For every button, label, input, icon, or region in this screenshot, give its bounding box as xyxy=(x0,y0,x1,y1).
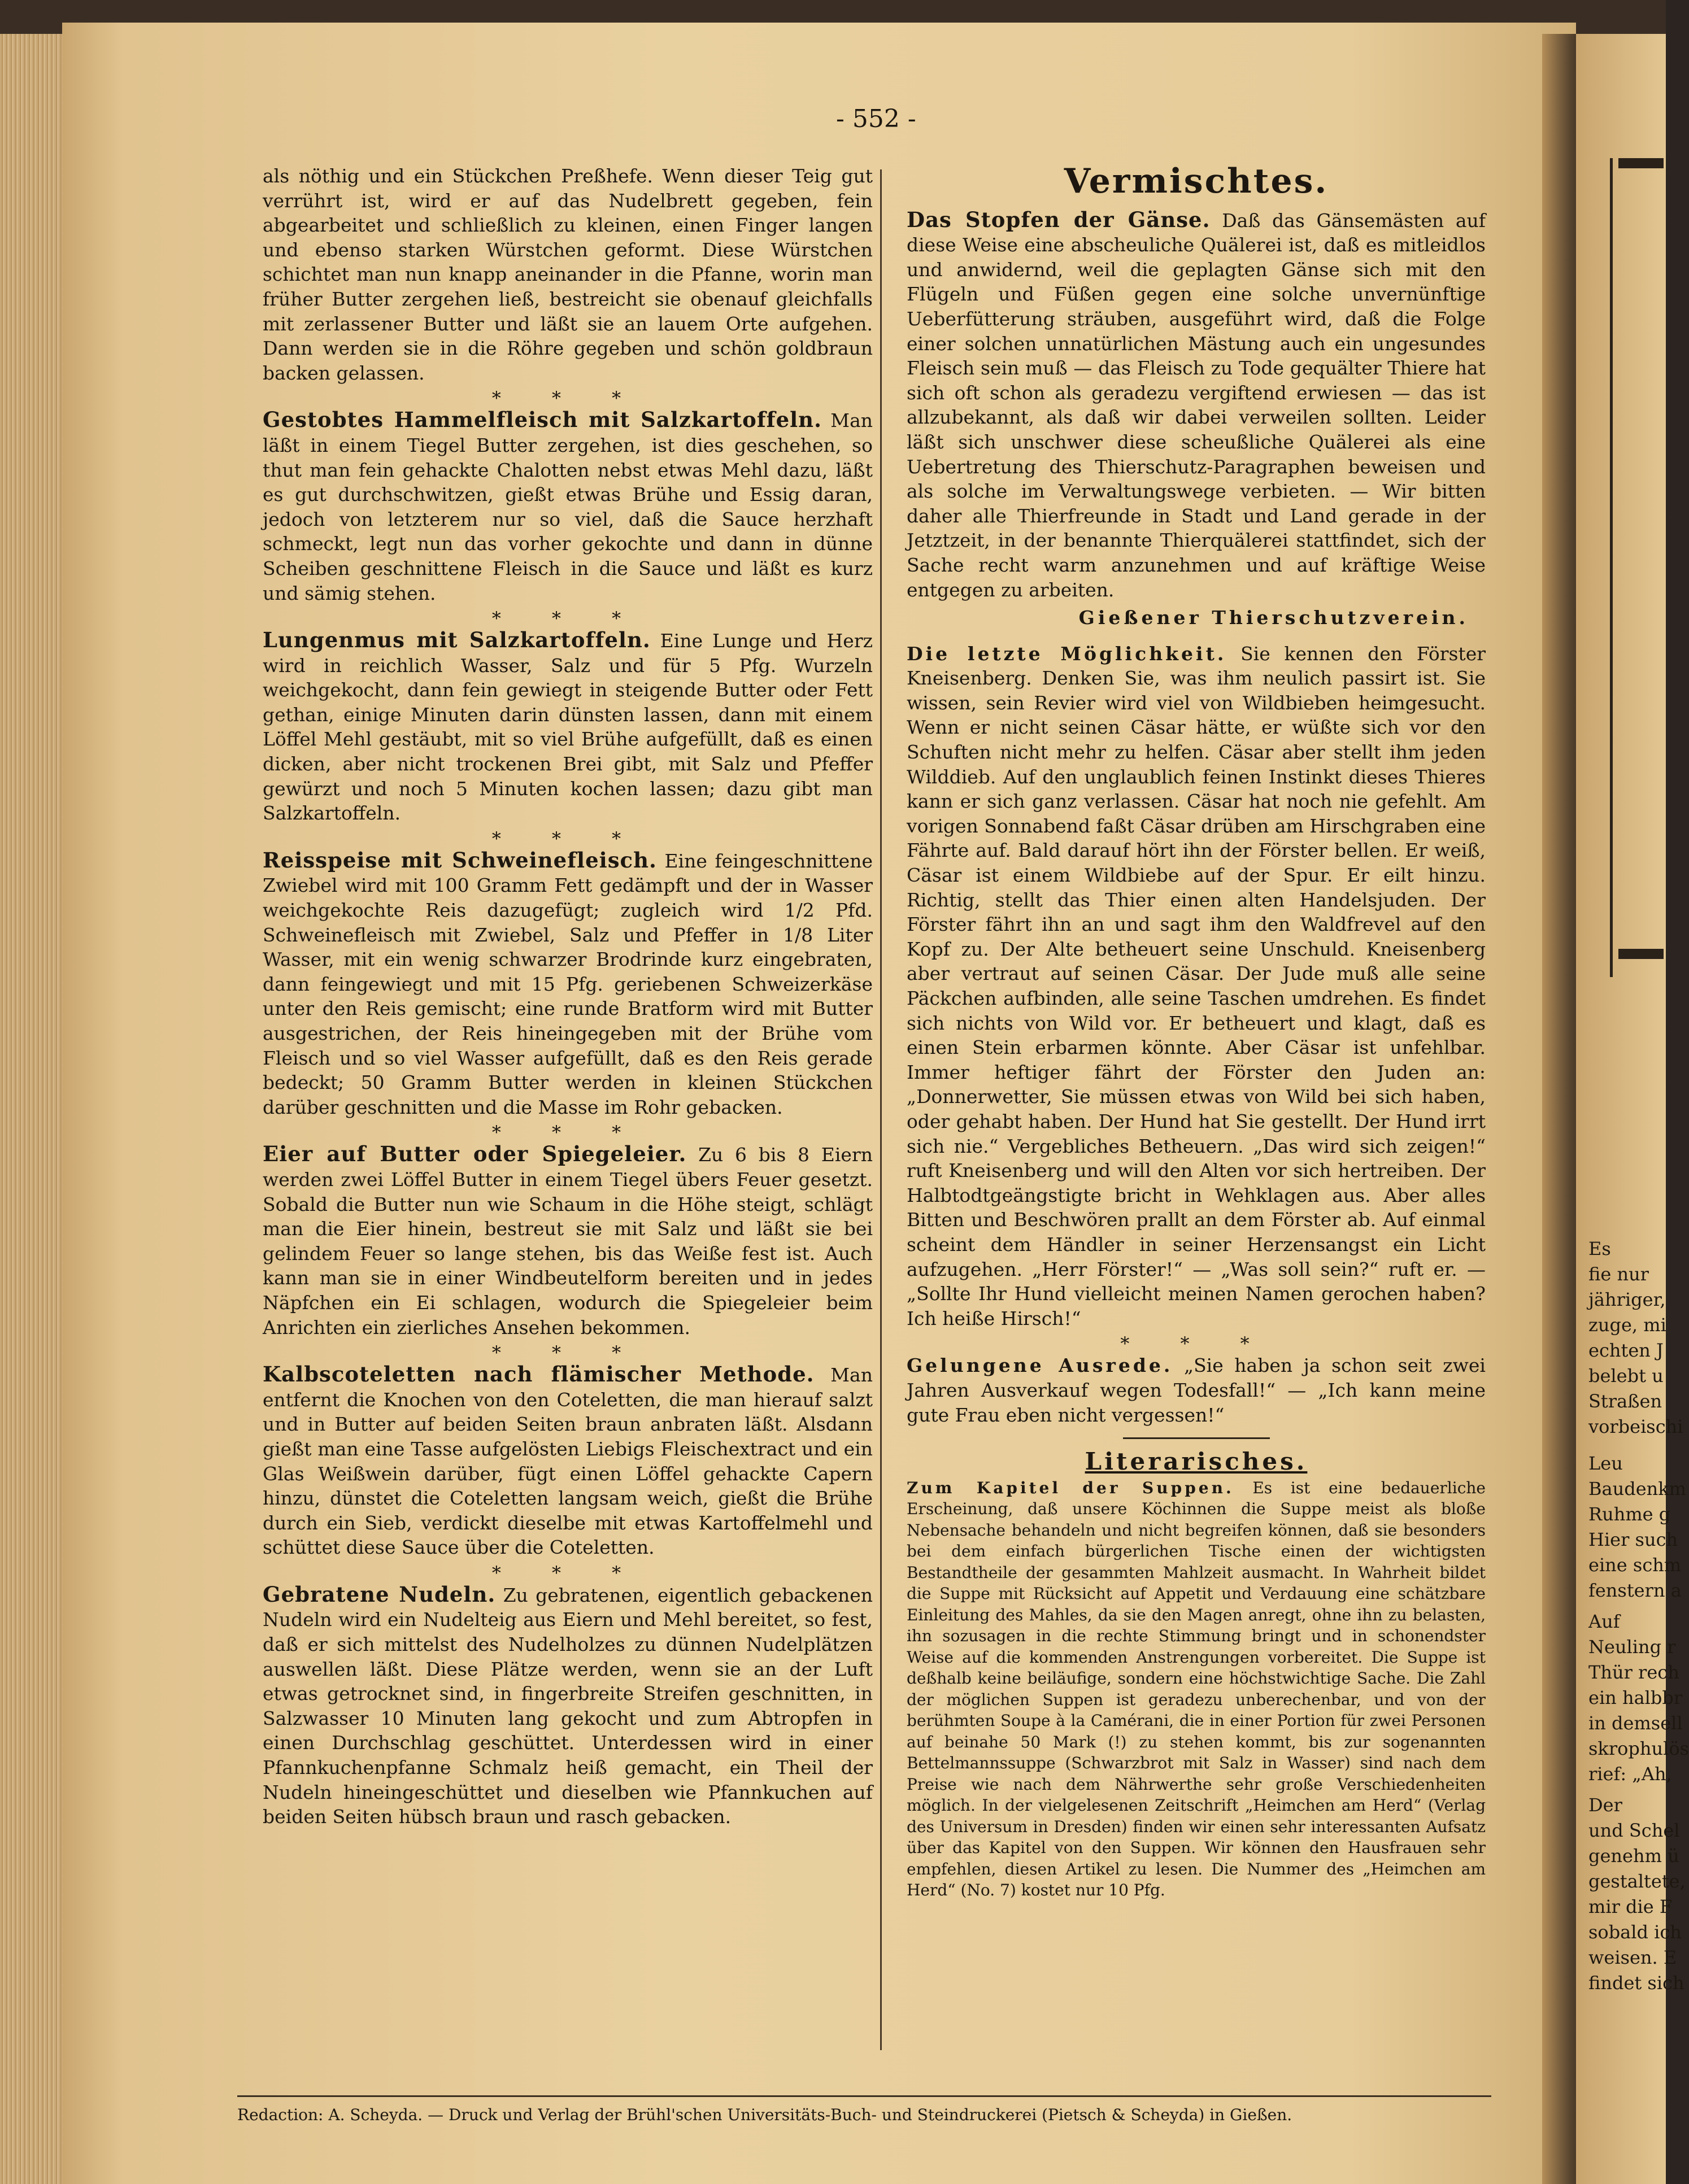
next-page-fragment: findet sich xyxy=(1588,1972,1684,1994)
next-page-fragment: Straßen xyxy=(1588,1390,1662,1412)
recipe-text: Zu 6 bis 8 Eiern werden zwei Löffel Butter in einem Tiegel übers Feuer gesetzt. Sobald die Butter nun wie Schaum in die Höhe steigt, schlägt man die Eier hinein, bestreut sie mit Salz und läßt sie bei gelindem Feuer so lange stehen, bis das Weiße fest ist. Auch kann man sie in einer Windbeutelform bereiten und in jedes Näpfchen ein Ei schlagen, wodurch die Spiegeleier beim Anrichten ein zierliches Ansehen bekommen. xyxy=(263,1144,873,1339)
next-page-fragment: eine schm xyxy=(1588,1554,1682,1576)
recipe-title: Lungenmus mit Salzkartoffeln. xyxy=(263,627,651,653)
recipe-title: Eier auf Butter oder Spiegeleier. xyxy=(263,1141,687,1167)
column-divider xyxy=(880,169,882,2050)
next-page-fragment: gestaltete, xyxy=(1588,1871,1686,1892)
next-page-fragment: belebt u xyxy=(1588,1365,1664,1387)
article-text: Daß das Gänsemästen auf diese Weise eine abscheuliche Quälerei ist, daß es mitleidlos und anwidernd, weil die geplagten Gänse sich mit den Flügeln und Füßen gegen eine solche unvernünftige Ueberfütterung sträuben, ausgeführt wird, daß die Folge einer solchen unnatürlichen Mästung auch ein ungesundes Fleisch sein muß — das Fleisch zu Tode gequälter Thiere hat sich oft schon als geradezu vergiftend erwiesen — das ist allzubekannt, als daß wir dabei verweilen sollten. Leider läßt sich unschwer diese scheußliche Quälerei als eine Uebertretung des Thierschutz-Paragraphen beweisen und als solche im Verwaltungswege verbieten. — Wir bitten daher alle Thierfreunde in Stadt und Land gerade in der Jetztzeit, in der benannte Thierquälerei stattfindet, sich der Sache recht warm anzunehmen und auf kräftige Weise entgegen zu arbeiten. xyxy=(907,209,1486,601)
article-text: „Sie haben ja schon seit zwei Jahren Ausverkauf wegen Todesfall!“ — „Ich kann meine gute Frau eben nicht vergessen!“ xyxy=(907,1354,1486,1426)
separator-stars: * * * xyxy=(491,1562,644,1584)
separator-stars: * * * xyxy=(491,387,644,409)
article-title: Die letzte Möglichkeit. xyxy=(907,642,1227,665)
separator-stars: * * * xyxy=(491,1122,644,1144)
next-page-fragment: weisen. E xyxy=(1588,1947,1677,1968)
article-signature: Gießener Thierschutzverein. xyxy=(1078,607,1469,629)
article-title: Gelungene Ausrede. xyxy=(907,1354,1173,1377)
recipe-text: Man entfernt die Knochen von den Coteletten, die man hierauf salzt und in Butter auf beiden Seiten braun anbraten läßt. Alsdann gießt man eine Tasse aufgelösten Liebigs Fleischextract und ein Glas Weißwein darüber, fügt einen Löffel gehackte Capern hinzu, dünstet die Coteletten langsam weich, gießt die Brühe durch ein Sieb, verdickt dieselbe mit etwas Kartoffelmehl und schüttet diese Sauce über die Coteletten. xyxy=(263,1364,873,1559)
left-column xyxy=(263,164,873,1833)
article-ausrede xyxy=(907,1353,1486,1427)
next-page-fragment: Baudenkm xyxy=(1588,1478,1686,1499)
recipe-text: als nöthig und ein Stückchen Preßhefe. Wenn dieser Teig gut verrührt ist, wird er auf das Nudelbrett gegeben, fein abgearbeitet und schließlich zu kleinen, einen Finger langen und ebenso starken Würstchen geformt. Diese Würstchen schichtet man nun knapp aneinander in die Pfanne, worin man früher Butter zergehen ließ, bestreicht sie obenauf gleichfalls mit zerlassener Butter und läßt sie an lauem Orte aufgehen. Dann werden sie in die Röhre gegeben und schön goldbraun backen gelassen. xyxy=(263,165,873,384)
divider-rule xyxy=(1123,1437,1270,1439)
recipe-title: Gestobtes Hammelfleisch mit Salzkartoffeln. xyxy=(263,407,822,433)
literary-article xyxy=(907,1477,1486,1901)
page-number-value: 552 xyxy=(852,104,900,133)
next-page-fragment: Leu xyxy=(1588,1453,1623,1474)
ornament-bar xyxy=(1618,949,1664,959)
literary-lead: Zum Kapitel der Suppen. xyxy=(907,1478,1234,1497)
next-page-fragment: zuge, mi xyxy=(1588,1314,1666,1336)
next-page-fragment: Ruhme g xyxy=(1588,1503,1671,1525)
next-page-fragment: Neuling r xyxy=(1588,1636,1676,1658)
next-page-fragment: genehm ü xyxy=(1588,1845,1679,1867)
literary-section-title: Literarisches. xyxy=(1085,1448,1308,1476)
recipe xyxy=(263,1583,873,1829)
recipe xyxy=(263,1142,873,1340)
article-title: Das Stopfen der Gänse. xyxy=(907,207,1211,232)
ornament-border xyxy=(1610,158,1669,977)
next-page-fragment: rief: „Ah, xyxy=(1588,1763,1672,1785)
separator-stars: * * * xyxy=(1120,1333,1272,1355)
article-text: Sie kennen den Förster Kneisenberg. Denken Sie, was ihm neulich passirt ist. Sie wissen, sein Revier wird viel von Wildbieben heimgesucht. Wenn er nicht seinen Cäsar hätte, er wüßte sich vor den Schuften nicht mehr zu helfen. Cäsar aber stellt ihm jeden Wilddieb. Auf den unglaublich feinen Instinkt dieses Thieres kann er sich ganz verlassen. Cäsar hat noch nie gefehlt. Am vorigen Sonnabend faßt Cäsar drüben am Hirschgraben eine Fährte auf. Bald darauf hört ihn der Förster bellen. Er weiß, Cäsar ist einem Wildbiebe auf der Spur. Er eilt hinzu. Richtig, stellt das Thier einen alten Handelsjuden. Der Förster fährt ihn an und sagt ihm den Waldfrevel auf den Kopf zu. Der Alte betheuert seine Unschuld. Kneisenberg aber vertraut auf seinen Cäsar. Der Jude muß alle seine Päckchen aufbinden, alle seine Taschen umdrehen. Es findet sich nichts von Wild vor. Er betheuert und klagt, daß es einen Stein erbarmen könnte. Aber Cäsar ist unfehlbar. Immer heftiger fährt der Förster den Juden an: „Donnerwetter, Sie müssen etwas von Wild bei sich haben, oder gehabt haben. Der Hund hat Sie gestellt. Der Hund irrt sich nie.“ Vergebliches Betheuern. „Das wird sich zeigen!“ ruft Kneisenberg und will den Alten vor sich hertreiben. Der Halbtodtgeängstigte bricht in Wehklagen aus. Aber alles Bitten und Beschwören prallt an dem Förster ab. Auf einmal scheint dem Händler in seiner Herzensangst ein Licht aufzugehen. „Herr Förster!“ — „Was soll sein?“ ruft er. — „Sollte Ihr Hund vielleicht meinen Namen gerochen haben? Ich heiße Hirsch!“ xyxy=(907,642,1486,1329)
section-title: Vermischtes. xyxy=(1064,162,1329,201)
next-page-fragment: Der xyxy=(1588,1794,1622,1816)
next-page-fragment: skrophulös xyxy=(1588,1738,1689,1759)
text-paragraph xyxy=(263,164,873,385)
next-page-fragment: Hier such xyxy=(1588,1529,1678,1550)
right-column xyxy=(907,164,1486,1904)
footer-rule xyxy=(237,2095,1491,2097)
page-stack-edge xyxy=(0,34,68,2184)
next-page-fragment: in demsell xyxy=(1588,1712,1683,1734)
literary-text: Es ist eine bedauerliche Erscheinung, daß unsere Köchinnen die Suppe meist als bloße Nebensache behandeln und nicht begreifen können, daß sie besonders bei dem einfach bürgerlichen Tische einen der wichtigsten Bestandtheile der gesammten Mahlzeit ausmacht. In Wahrheit bildet die Suppe mit Rücksicht auf Appetit und Verdauung eine schätzbare Einleitung des Mahles, da sie den Magen anregt, ohne ihn zu belasten, ihn sozusagen in die rechte Stimmung bringt und in schonendster Weise auf die kommenden Anstrengungen vorbereitet. Die Suppe ist deßhalb keine beiläufige, sondern eine höchstwichtige Sache. Die Zahl der möglichen Suppen ist geradezu unberechenbar, und von der berühmten Soupe à la Camérani, die in einer Portion für zwei Personen auf beinahe 50 Mark (!) zu stehen kommt, bis zur sogenannten Bettelmannssuppe (Schwarzbrot mit Salz in Wasser) sind nach dem Preise wie nach dem Nährwerthe sehr große Verschiedenheiten möglich. In der vielgelesenen Zeitschrift „Heimchen am Herd“ (Verlag des Universum in Dresden) finden wir einen sehr interessanten Aufsatz über das Kapitel von den Suppen. Wir können den Hausfrauen sehr empfehlen, diesen Artikel zu lesen. Die Nummer des „Heimchen am Herd“ (No. 7) kostet nur 10 Pfg. xyxy=(907,1478,1486,1900)
next-page-fragment: fenstern a xyxy=(1588,1580,1682,1601)
next-page-fragment: und Schel xyxy=(1588,1820,1680,1841)
recipe-text: Zu gebratenen, eigentlich gebackenen Nudeln wird ein Nudelteig aus Eiern und Mehl bereitet, so fest, daß er sich mittelst des Nudelholzes zu dünnen Nudelplätzen auswellen läßt. Diese Plätze werden, wenn sie an der Luft etwas getrocknet sind, in fingerbreite Streifen geschnitten, in Salzwasser 10 Minuten lang gekocht und zum Abtropfen in einen Durchschlag geschüttet. Unterdessen wird in einer Pfannkuchenpfanne Schmalz heiß gemacht, ein Theil der Nudeln hineingeschüttet und dieselben wie Pfannkuchen auf beiden Seiten hübsch braun und rasch gebacken. xyxy=(263,1584,873,1828)
next-page-fragment: vorbeischi xyxy=(1588,1416,1683,1437)
recipe xyxy=(263,628,873,826)
imprint-footer: Redaction: A. Scheyda. — Druck und Verlag der Brühl'schen Universitäts-Buch- und Steindruckerei (Pietsch & Scheyda) in Gießen. xyxy=(237,2105,1292,2124)
ornament-bar xyxy=(1618,158,1664,168)
separator-stars: * * * xyxy=(491,608,644,630)
article-moeglichkeit xyxy=(907,642,1486,1331)
next-page-fragment: Auf xyxy=(1588,1611,1620,1632)
next-page-fragment: fie nur xyxy=(1588,1263,1649,1285)
recipe-title: Kalbscoteletten nach flämischer Methode. xyxy=(263,1362,815,1387)
recipe-text: Eine feingeschnittene Zwiebel wird mit 100 Gramm Fett gedämpft und der in Wasser weichgekochte Reis dazugefügt; zugleich wird 1/2 Pfd. Schweinefleisch mit Zwiebel, Salz und Pfeffer in 1/8 Liter Wasser, mit ein wenig schwarzer Brodrinde kurz eingebraten, dann feingewiegt und mit 15 Pfg. geriebenen Schweizerkäse unter den Reis gemischt; eine runde Bratform wird mit Butter ausgestrichen, der Reis hineingegeben mit der Brühe vom Fleisch und so viel Wasser aufgefüllt, daß es den Reis gerade bedeckt; 50 Gramm Butter werden in kleinen Stückchen darüber geschnitten und die Masse im Rohr gebacken. xyxy=(263,849,873,1118)
recipe xyxy=(263,408,873,605)
recipe xyxy=(263,1362,873,1560)
separator-stars: * * * xyxy=(491,1342,644,1364)
page-number: - 552 - xyxy=(836,104,916,133)
next-page-fragment: echten J xyxy=(1588,1340,1664,1361)
next-page-fragment: ein halbbr xyxy=(1588,1687,1683,1708)
recipe-text: Eine Lunge und Herz wird in reichlich Wasser, Salz und für 5 Pfg. Wurzeln weichgekocht, dann fein gewiegt in steigende Butter oder Fett gethan, einige Minuten darin dünsten lassen, dann mit einem Löffel Mehl gestäubt, mit so viel Brühe aufgefüllt, daß es einen dicken, aber nicht trockenen Brei gibt, mit Salz und Pfeffer gewürzt und noch 5 Minuten kochen lassen; dazu gibt man Salzkartoffeln. xyxy=(263,630,873,825)
recipe-title: Reisspeise mit Schweinefleisch. xyxy=(263,847,657,873)
next-page-fragment: Es xyxy=(1588,1238,1611,1259)
next-page-fragment: jähriger, xyxy=(1588,1289,1666,1310)
next-page-fragment: mir die F xyxy=(1588,1896,1673,1917)
recipe xyxy=(263,848,873,1120)
recipe-title: Gebratene Nudeln. xyxy=(263,1581,496,1607)
recipe-text: Man läßt in einem Tiegel Butter zergehen, ist dies geschehen, so thut man fein gehackte Chalotten nebst etwas Mehl dazu, läßt es gut durchschwitzen, gießt etwas Brühe und Essig daran, jedoch von letzterem nur so viel, daß die Sauce herzhaft schmeckt, legt nun das vorher gekochte und dann in dünne Scheiben geschnittene Fleisch in die Sauce und läßt es kurz und sämig stehen. xyxy=(263,409,873,604)
next-page-fragment: Thür rech xyxy=(1588,1662,1679,1683)
next-page-fragment: sobald ich xyxy=(1588,1921,1682,1943)
separator-stars: * * * xyxy=(491,827,644,849)
